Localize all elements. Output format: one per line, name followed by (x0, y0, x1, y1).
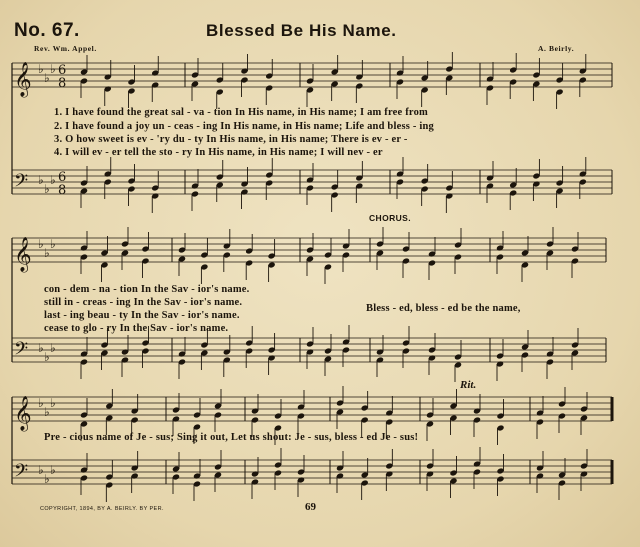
system-3-treble-flat: ♭ (44, 405, 50, 419)
verse-ending-2: still in - creas - ing In the Sav - ior's name. (44, 297, 243, 308)
system-1-bass-time-bottom: 8 (58, 183, 67, 198)
system-3-treble-clef: 𝄞 (14, 396, 32, 431)
system-1-treble-flat: ♭ (44, 71, 50, 85)
system-1-treble-flat: ♭ (50, 62, 56, 76)
system-3-bass-clef: 𝄢 (14, 461, 29, 486)
system-1-time-bottom: 8 (58, 76, 67, 91)
verse-ending-4: cease to glo - ry In the Sav - ior's name. (44, 323, 229, 334)
verse-line-1: 1. I have found the great sal - va - tion In His name, in His name; I am free from (54, 107, 428, 118)
system-2-treble-flat: ♭ (44, 246, 50, 260)
system-2-treble-flat: ♭ (50, 237, 56, 251)
system-2-treble-clef: 𝄞 (14, 237, 32, 272)
verse-ending-1: con - dem - na - tion In the Sav - ior's name. (44, 284, 250, 295)
system-3-treble-flat: ♭ (38, 396, 44, 410)
system-3-bass-flat: ♭ (38, 463, 44, 477)
system-1-treble-flat: ♭ (38, 62, 44, 76)
system-2-bass-clef: 𝄢 (14, 339, 29, 364)
copyright-footer: COPYRIGHT, 1894, BY A. BEIRLY. BY PER. (40, 506, 164, 512)
system-2-bass-flat: ♭ (38, 341, 44, 355)
system-1-bass-flat: ♭ (38, 173, 44, 187)
system-3-treble-flat: ♭ (50, 396, 56, 410)
system-2-treble-flat: ♭ (38, 237, 44, 251)
verse-ending-3: last - ing beau - ty In the Sav - ior's name. (44, 310, 240, 321)
system-3-bass-flat: ♭ (44, 472, 50, 486)
system-1-time-top: 6 (58, 63, 67, 78)
chorus-label: CHORUS. (369, 213, 411, 223)
verse-line-2: 2. I have found a joy un - ceas - ing In His name, in His name; Life and bless - ing (54, 121, 434, 132)
verse-line-3: 3. O how sweet is ev - 'ry du - ty In His name, in His name; There is ev - er - (54, 134, 408, 145)
system-3-bass-flat: ♭ (50, 463, 56, 477)
system-2-bass-flat: ♭ (44, 350, 50, 364)
verse-line-4: 4. I will ev - er tell the sto - ry In His name, in His name; I will nev - er (54, 147, 383, 158)
system-1-treble-clef: 𝄞 (14, 62, 32, 97)
lyricist-credit: Rev. Wm. Appel. (34, 44, 97, 53)
hymn-title: Blessed Be His Name. (206, 21, 397, 40)
hymn-number: No. 67. (14, 20, 80, 41)
system-1-bass-clef: 𝄢 (14, 171, 29, 196)
chorus-line-1: Bless - ed, bless - ed be the name, (366, 303, 521, 314)
system-1-bass-time-top: 6 (58, 170, 67, 185)
composer-credit: A. Beirly. (538, 44, 575, 53)
chorus-line-2: Pre - cious name of Je - sus; Sing it out, Let us shout: Je - sus, bless - ed Je - sus! (44, 432, 419, 443)
system-2-bass-flat: ♭ (50, 341, 56, 355)
ritardando-marking: Rit. (460, 379, 477, 391)
system-1-bass-flat: ♭ (50, 173, 56, 187)
system-1-bass-flat: ♭ (44, 182, 50, 196)
page-number: 69 (305, 501, 316, 513)
